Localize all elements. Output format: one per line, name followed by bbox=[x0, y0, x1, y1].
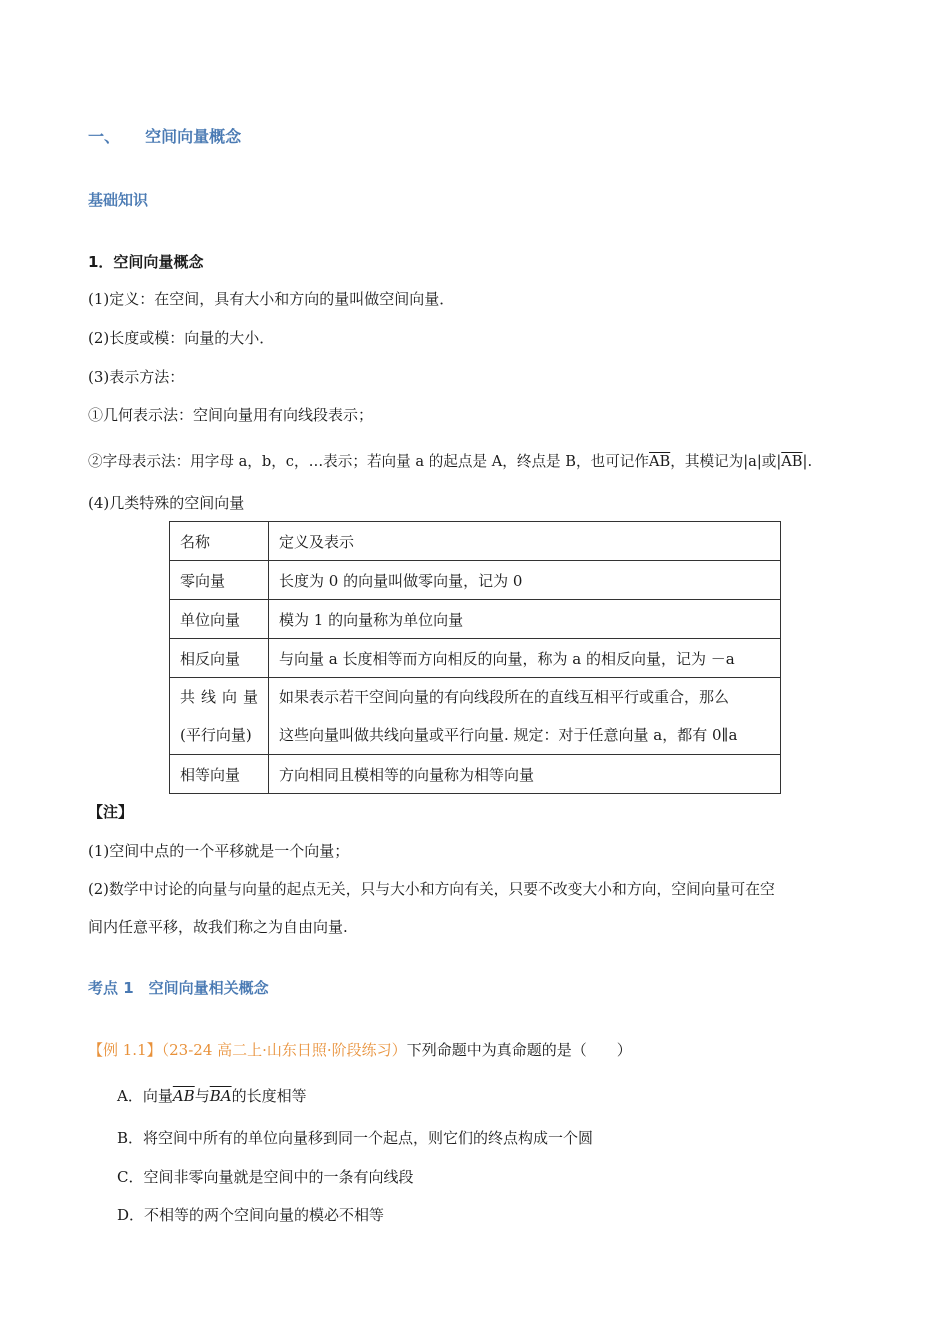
basics-heading: 基础知识 bbox=[88, 191, 149, 209]
section-heading bbox=[88, 124, 241, 147]
concept-geometric: ①几何表示法：空间向量用有向线段表示； bbox=[88, 406, 374, 424]
collinear-def-line1: 如果表示若干空间向量的有向线段所在的直线互相平行或重合，那么 bbox=[279, 688, 730, 706]
parallel-name: (平行向量) bbox=[180, 726, 252, 744]
vector-ba-italic: $\overline{BA}$ bbox=[209, 1087, 232, 1105]
option-d: D．不相等的两个空间向量的模必不相等 bbox=[117, 1206, 385, 1224]
option-c: C．空间非零向量就是空间中的一条有向线段 bbox=[117, 1168, 414, 1186]
table-row bbox=[170, 678, 781, 755]
note-title: 【注】 bbox=[88, 803, 134, 821]
note-line-2: (2)数学中讨论的向量与向量的起点无关，只与大小和方向有关，只要不改变大小和方向，空间向量可在空 bbox=[88, 881, 775, 898]
example-stem: 下列命题中为真命题的是（ ） bbox=[406, 1041, 632, 1059]
table-cell-name: 单位向量 bbox=[170, 600, 269, 639]
concept-letter bbox=[88, 450, 812, 471]
table-cell-name: 相反向量 bbox=[170, 639, 269, 678]
table-cell-name: 零向量 bbox=[170, 561, 269, 600]
note-line-3: 间内任意平移，故我们称之为自由向量. bbox=[88, 918, 348, 936]
table-header-def: 定义及表示 bbox=[269, 522, 781, 561]
kaodian-heading: 考点 1 空间向量相关概念 bbox=[88, 979, 269, 997]
concept-title: 1．空间向量概念 bbox=[88, 253, 204, 271]
table-row bbox=[170, 561, 781, 600]
option-a bbox=[117, 1085, 307, 1106]
section-number: 一、 bbox=[88, 127, 121, 146]
special-vectors-table bbox=[169, 521, 781, 794]
table-cell-def: 长度为 0 的向量叫做零向量，记为 0 bbox=[269, 561, 781, 600]
concept-special: (4)几类特殊的空间向量 bbox=[88, 494, 245, 512]
table-cell-def: 方向相同且模相等的向量称为相等向量 bbox=[269, 755, 781, 794]
table-cell-def: 模为 1 的向量称为单位向量 bbox=[269, 600, 781, 639]
vector-ab-2: $\overline{AB}$ bbox=[781, 453, 803, 470]
option-a-tail: 的长度相等 bbox=[231, 1087, 307, 1105]
table-header-name: 名称 bbox=[170, 522, 269, 561]
example-source: （23-24 高二上·山东日照·阶段练习） bbox=[161, 1041, 407, 1059]
collinear-def-line2: 这些向量叫做共线向量或平行向量. 规定：对于任意向量 a，都有 0∥a bbox=[279, 726, 738, 744]
concept-letter-text-3: |. bbox=[802, 453, 813, 470]
example-tag: 【例 1.1】 bbox=[88, 1041, 162, 1059]
concept-length: (2)长度或模：向量的大小． bbox=[88, 329, 275, 347]
concept-representation: (3)表示方法： bbox=[88, 368, 185, 386]
note-line-1: (1)空间中点的一个平移就是一个向量； bbox=[88, 842, 350, 860]
table-row bbox=[170, 639, 781, 678]
section-title: 空间向量概念 bbox=[145, 127, 242, 146]
vector-ab-italic: $\overline{AB}$ bbox=[172, 1087, 195, 1105]
table-cell-def bbox=[269, 678, 781, 755]
table-header-row bbox=[170, 522, 781, 561]
table-row bbox=[170, 755, 781, 794]
vector-ab: $\overline{AB}$ bbox=[648, 453, 671, 470]
option-b: B．将空间中所有的单位向量移到同一个起点，则它们的终点构成一个圆 bbox=[117, 1129, 594, 1147]
option-a-text: A．向量 bbox=[117, 1087, 173, 1105]
table-row bbox=[170, 600, 781, 639]
option-a-mid: 与 bbox=[194, 1087, 210, 1105]
example-question bbox=[88, 1039, 632, 1060]
concept-letter-text: ②字母表示法：用字母 a，b，c，…表示；若向量 a 的起点是 A，终点是 B，也可记作 bbox=[88, 453, 649, 470]
table-cell-name: 相等向量 bbox=[170, 755, 269, 794]
table-cell-name bbox=[170, 678, 269, 755]
concept-letter-text-2: ，其模记为|a|或| bbox=[670, 453, 782, 470]
table-cell-def: 与向量 a 长度相等而方向相反的向量，称为 a 的相反向量，记为 －a bbox=[269, 639, 781, 678]
collinear-name: 共 线 向 量 bbox=[180, 688, 258, 706]
concept-definition: (1)定义：在空间，具有大小和方向的量叫做空间向量． bbox=[88, 290, 455, 308]
